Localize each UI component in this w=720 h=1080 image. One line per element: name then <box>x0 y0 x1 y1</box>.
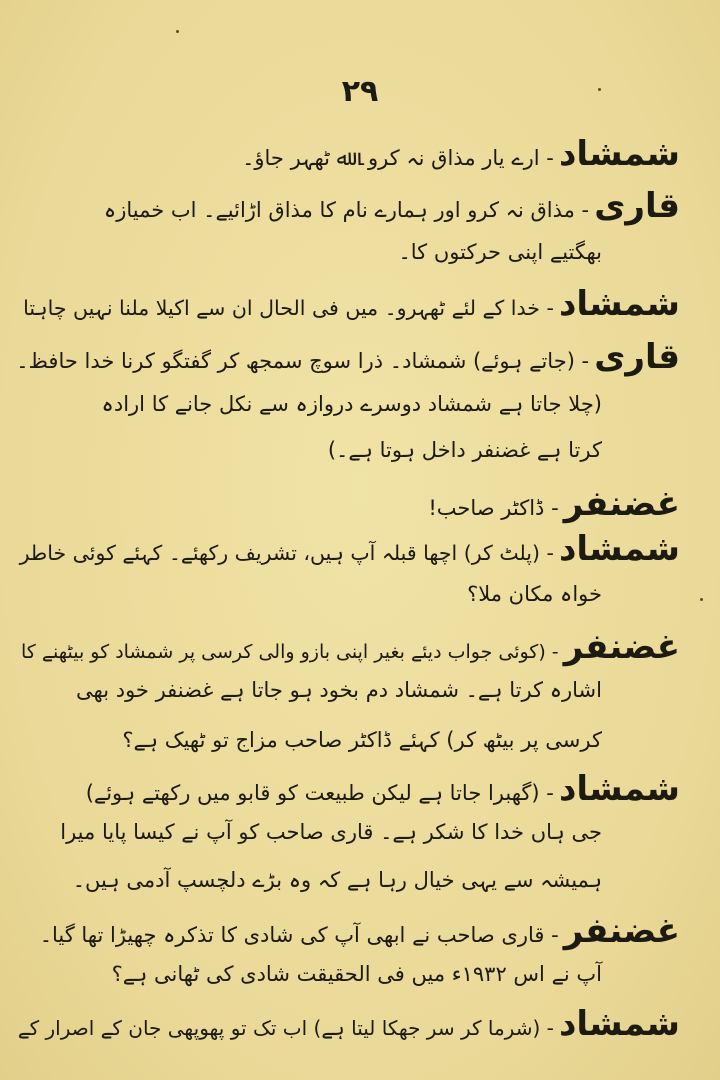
speech-text: - (پلٹ کر) اچھا قبلہ آپ ہیں، تشریف رکھئے۔ کہئے کوئی خاطر <box>19 541 554 565</box>
dialogue-line <box>102 392 602 416</box>
speech-text: - قاری صاحب نے ابھی آپ کی شادی کا تذکرہ چھیڑا تھا گیا۔ <box>39 923 559 947</box>
speech-text: کرتا ہے غضنفر داخل ہوتا ہے۔) <box>327 438 602 462</box>
speech-text: - (شرما کر سر جھکا لیتا ہے) اب تک تو پھوپھی جان کے اصرار کے <box>17 1016 554 1040</box>
speech-text: - خدا کے لئے ٹھہرو۔ میں فی الحال ان سے اکیلا ملنا نہیں چاہتا <box>23 296 554 320</box>
dialogue-line <box>398 240 602 264</box>
dialogue-line <box>76 678 602 702</box>
speaker-name: شمشاد <box>558 1004 680 1044</box>
paper-speck <box>700 598 703 601</box>
speech-text: کرسی پر بیٹھ کر) کہئے ڈاکٹر صاحب مزاج تو ٹھیک ہے؟ <box>122 728 602 752</box>
page-number: ۲۹ <box>341 74 379 109</box>
dialogue-line <box>467 582 602 606</box>
speech-text: جی ہاں خدا کا شکر ہے۔ قاری صاحب کو آپ نے کیسا پایا میرا <box>60 820 602 844</box>
speaker-name: قاری <box>594 337 680 377</box>
paper-speck <box>176 30 179 33</box>
speech-text: - ڈاکٹر صاحب! <box>428 496 559 520</box>
dialogue-line <box>40 912 680 951</box>
speaker-name: شمشاد <box>558 284 680 324</box>
dialogue-line <box>23 285 680 324</box>
speech-text: بھگتیے اپنی حرکتوں کا۔ <box>398 240 602 264</box>
speaker-name: قاری <box>594 186 680 226</box>
speech-text: (چلا جاتا ہے شمشاد دوسرے دروازہ سے نکل جانے کا ارادہ <box>101 392 602 416</box>
speaker-name: غضنفر <box>563 484 680 524</box>
dialogue-line <box>86 770 680 809</box>
speech-text: - مذاق نہ کرو اور ہمارے نام کا مذاق اڑائیے۔ اب خمیازہ <box>103 198 590 222</box>
speech-text: آپ نے اس ۱۹۳۲ء میں فی الحقیقت شادی کی ٹھانی ہے؟ <box>111 962 602 986</box>
dialogue-line <box>16 338 680 377</box>
speaker-name: غضنفر <box>563 627 680 667</box>
speaker-name: غضنفر <box>563 911 680 951</box>
speaker-name: شمشاد <box>558 134 680 174</box>
speech-text: خواہ مکان ملا؟ <box>467 582 602 606</box>
speech-text: اشارہ کرتا ہے۔ شمشاد دم بخود ہو جاتا ہے غضنفر خود بھی <box>76 678 602 702</box>
dialogue-line <box>242 135 680 174</box>
speaker-name: شمشاد <box>558 529 680 569</box>
speech-text: - (گھبرا جاتا ہے لیکن طبیعت کو قابو میں رکھتے ہوئے) <box>85 781 554 805</box>
speech-text: - (کوئی جواب دیئے بغیر اپنی بازو والی کرسی پر شمشاد کو بیٹھنے کا <box>21 641 559 663</box>
dialogue-line <box>104 187 680 226</box>
speech-text: ہمیشہ سے یہی خیال رہا ہے کہ وہ بڑے دلچسپ آدمی ہیں۔ <box>72 868 602 892</box>
dialogue-line <box>122 728 602 752</box>
dialogue-line <box>21 628 680 667</box>
speaker-name: شمشاد <box>558 769 680 809</box>
speech-text: - ارے یار مذاق نہ کرو۔ ﷲ ٹھہر جاؤ۔ <box>242 146 554 170</box>
dialogue-line <box>20 530 680 569</box>
dialogue-line <box>328 438 602 462</box>
speech-text: - (جاتے ہوئے) شمشاد۔ ذرا سوچ سمجھ کر گفتگو کرنا خدا حافظ۔ <box>16 349 590 373</box>
dialogue-line <box>73 868 602 892</box>
dialogue-line <box>18 1005 680 1044</box>
dialogue-line <box>428 485 680 524</box>
dialogue-line <box>60 820 602 844</box>
dialogue-line <box>112 962 602 986</box>
